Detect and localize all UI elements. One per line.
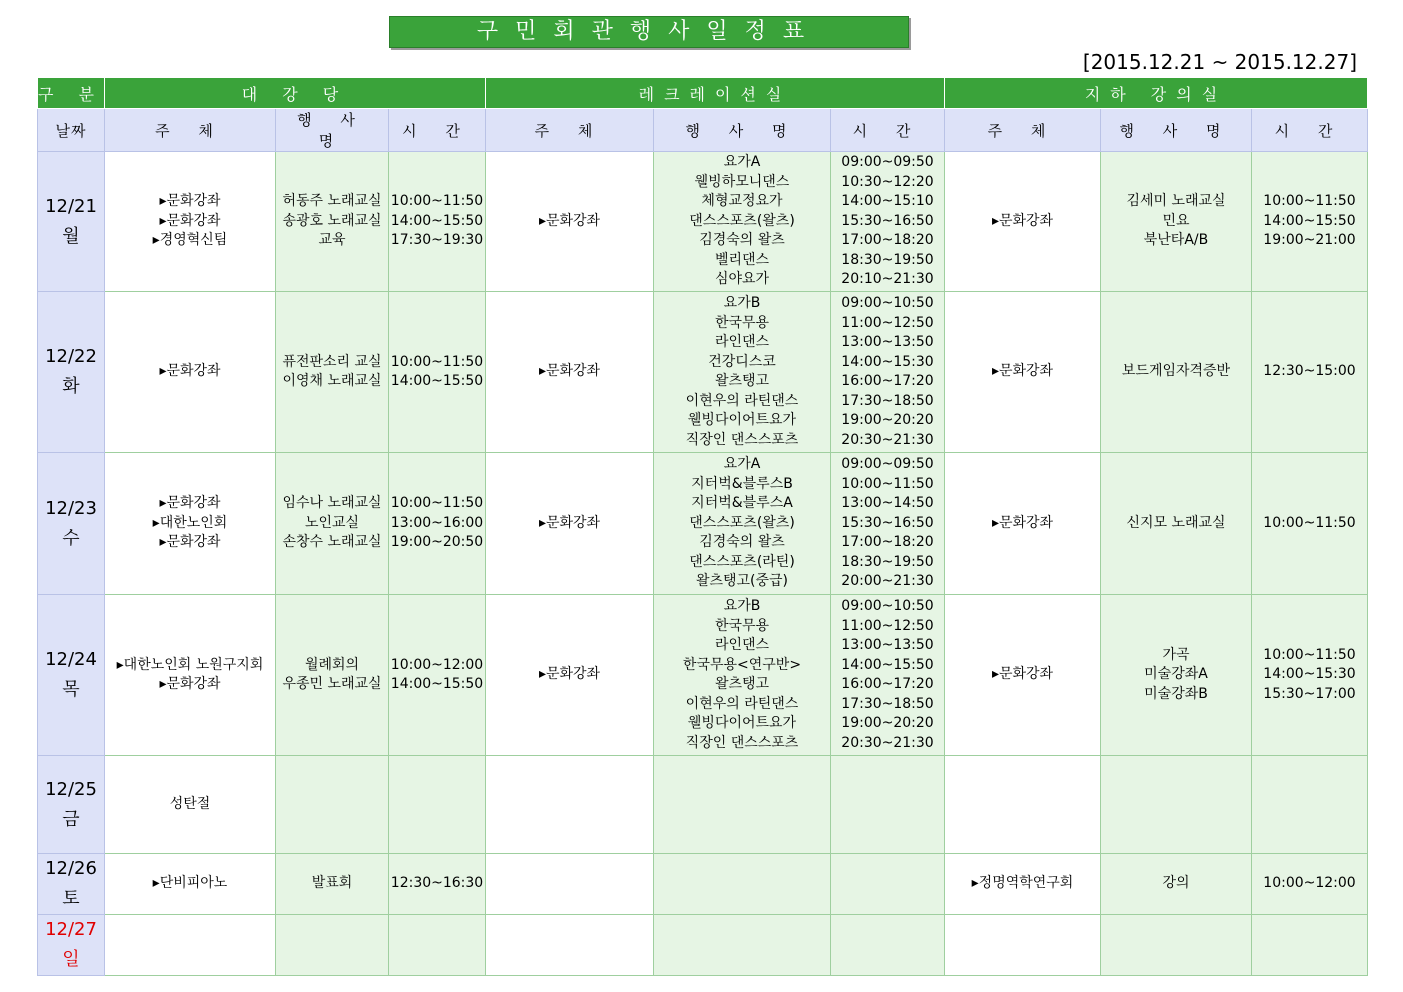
rec-org-cell bbox=[486, 915, 654, 976]
rec-org-cell bbox=[486, 152, 654, 292]
header-time: 시 간 bbox=[1252, 109, 1368, 152]
base-time: 12:30~15:00 bbox=[1263, 363, 1356, 380]
hall-event-cell bbox=[276, 453, 389, 595]
date-cell bbox=[38, 915, 105, 976]
rec-org-cell bbox=[486, 756, 654, 854]
rec-event-cell bbox=[654, 756, 831, 854]
base-time: 10:00~11:50 14:00~15:30 15:30~17:00 bbox=[1263, 646, 1356, 702]
hall-event: 임수나 노래교실 노인교실 손창수 노래교실 bbox=[282, 495, 382, 551]
header-date: 날짜 bbox=[38, 109, 105, 152]
header-recreation-room: 레크레이션실 bbox=[486, 78, 945, 109]
date-label: 12/24 bbox=[45, 649, 97, 670]
hall-time-cell bbox=[389, 152, 486, 292]
base-time: 10:00~12:00 bbox=[1263, 875, 1356, 892]
rec-org: ▸문화강좌 bbox=[538, 514, 601, 531]
date-cell bbox=[38, 292, 105, 453]
hall-time: 12:30~16:30 bbox=[390, 875, 484, 892]
header-row-columns bbox=[38, 109, 1368, 152]
rec-org-cell bbox=[486, 453, 654, 595]
schedule-row bbox=[38, 915, 1368, 976]
date-cell bbox=[38, 595, 105, 756]
date-label: 12/25 bbox=[45, 778, 97, 800]
hall-time: 10:00~12:00 14:00~15:50 bbox=[390, 656, 484, 692]
base-org-cell bbox=[945, 854, 1101, 915]
base-org-cell bbox=[945, 595, 1101, 756]
hall-event-cell bbox=[276, 152, 389, 292]
base-time-cell bbox=[1252, 595, 1368, 756]
day-of-week: 금 bbox=[62, 808, 80, 830]
date-label: 12/27 bbox=[45, 919, 97, 940]
rec-time-cell bbox=[831, 152, 945, 292]
date-cell bbox=[38, 152, 105, 292]
hall-time: 10:00~11:50 14:00~15:50 17:30~19:30 bbox=[390, 193, 484, 249]
rec-event-cell bbox=[654, 595, 831, 756]
day-of-week: 수 bbox=[62, 527, 80, 549]
base-org: ▸문화강좌 bbox=[991, 212, 1054, 229]
base-time-cell bbox=[1252, 915, 1368, 976]
base-time-cell bbox=[1252, 152, 1368, 292]
rec-event: 요가A 웰빙하모니댄스 체형교정요가 댄스스포츠(왈츠) 김경숙의 왈츠 벨리댄스 심야요가 bbox=[689, 154, 795, 288]
hall-event: 발표회 bbox=[311, 875, 353, 892]
hall-time-cell bbox=[389, 756, 486, 854]
base-time-cell bbox=[1252, 453, 1368, 595]
hall-event-cell bbox=[276, 292, 389, 453]
rec-event: 요가B 한국무용 라인댄스 건강디스코 왈츠탱고 이현우의 라틴댄스 웰빙다이어트요가 직장인 댄스스포츠 bbox=[685, 295, 799, 448]
schedule-row bbox=[38, 854, 1368, 915]
hall-event-cell bbox=[276, 854, 389, 915]
date-label: 12/22 bbox=[45, 346, 97, 367]
rec-time-cell bbox=[831, 756, 945, 854]
rec-org-cell bbox=[486, 595, 654, 756]
date-label: 12/23 bbox=[45, 497, 97, 519]
rec-event-cell bbox=[654, 854, 831, 915]
schedule-row bbox=[38, 756, 1368, 854]
rec-org: ▸문화강좌 bbox=[538, 666, 601, 683]
hall-org: ▸문화강좌 bbox=[159, 363, 221, 380]
base-event: 강의 bbox=[1162, 875, 1190, 892]
base-time-cell bbox=[1252, 756, 1368, 854]
rec-org: ▸문화강좌 bbox=[538, 363, 601, 380]
rec-org: ▸문화강좌 bbox=[538, 212, 601, 229]
hall-event: 퓨전판소리 교실 이영채 노래교실 bbox=[282, 353, 382, 389]
header-organizer: 주 체 bbox=[486, 109, 654, 152]
base-event-cell bbox=[1101, 756, 1252, 854]
rec-time: 09:00~10:50 11:00~12:50 13:00~13:50 14:00~15:30 16:00~17:20 17:30~18:50 19:00~20:20 20:30~21:30 bbox=[841, 295, 934, 448]
base-event-cell bbox=[1101, 854, 1252, 915]
base-event-cell bbox=[1101, 152, 1252, 292]
hall-org-cell bbox=[105, 854, 276, 915]
schedule-row bbox=[38, 453, 1368, 595]
rec-event: 요가B 한국무용 라인댄스 한국무용<연구반> 왈츠탱고 이현우의 라틴댄스 웰빙다이어트요가 직장인 댄스스포츠 bbox=[682, 598, 802, 751]
base-org-cell bbox=[945, 292, 1101, 453]
schedule-table bbox=[37, 77, 1368, 976]
header-event-name: 행 사 명 bbox=[1101, 109, 1252, 152]
base-event: 보드게임자격증반 bbox=[1121, 363, 1231, 380]
rec-time: 09:00~10:50 11:00~12:50 13:00~13:50 14:00~15:50 16:00~17:20 17:30~18:50 19:00~20:20 20:30~21:30 bbox=[841, 598, 934, 751]
rec-event-cell bbox=[654, 915, 831, 976]
base-org-cell bbox=[945, 453, 1101, 595]
rec-time-cell bbox=[831, 915, 945, 976]
day-of-week: 토 bbox=[62, 888, 80, 909]
hall-org-cell bbox=[105, 292, 276, 453]
base-event: 김세미 노래교실 민요 북난타A/B bbox=[1126, 193, 1226, 249]
rec-time-cell bbox=[831, 595, 945, 756]
day-of-week: 목 bbox=[62, 679, 80, 700]
rec-event-cell bbox=[654, 292, 831, 453]
hall-event: 허동주 노래교실 송광호 노래교실 교육 bbox=[282, 193, 382, 249]
hall-org-cell bbox=[105, 152, 276, 292]
header-basement-lecture-room: 지하 강의실 bbox=[945, 78, 1368, 109]
base-time-cell bbox=[1252, 292, 1368, 453]
hall-time: 10:00~11:50 13:00~16:00 19:00~20:50 bbox=[390, 495, 484, 551]
hall-event: 월례회의 우종민 노래교실 bbox=[282, 656, 382, 692]
day-of-week: 일 bbox=[62, 949, 80, 970]
rec-event-cell bbox=[654, 152, 831, 292]
hall-org: ▸문화강좌 ▸대한노인회 ▸문화강좌 bbox=[152, 495, 228, 551]
base-time: 10:00~11:50 bbox=[1263, 514, 1356, 531]
hall-event-cell bbox=[276, 595, 389, 756]
schedule-row bbox=[38, 595, 1368, 756]
hall-org: 성탄절 bbox=[169, 795, 211, 812]
hall-time-cell bbox=[389, 915, 486, 976]
hall-org-cell bbox=[105, 595, 276, 756]
day-of-week: 화 bbox=[62, 376, 80, 397]
rec-event-cell bbox=[654, 453, 831, 595]
hall-event-cell bbox=[276, 915, 389, 976]
date-cell bbox=[38, 756, 105, 854]
base-time: 10:00~11:50 14:00~15:50 19:00~21:00 bbox=[1263, 193, 1356, 249]
header-organizer: 주 체 bbox=[105, 109, 276, 152]
rec-event: 요가A 지터벅&블루스B 지터벅&블루스A 댄스스포츠(왈츠) 김경숙의 왈츠 댄스스포츠(라틴) 왈츠탱고(중급) bbox=[689, 456, 795, 590]
hall-org: ▸대한노인회 노원구지회 ▸문화강좌 bbox=[116, 656, 264, 692]
schedule-row bbox=[38, 292, 1368, 453]
day-of-week: 월 bbox=[62, 225, 80, 247]
base-org: ▸정명역학연구회 bbox=[971, 875, 1074, 892]
rec-time-cell bbox=[831, 854, 945, 915]
rec-time-cell bbox=[831, 453, 945, 595]
rec-org-cell bbox=[486, 292, 654, 453]
base-event: 신지모 노래교실 bbox=[1126, 514, 1226, 531]
date-label: 12/21 bbox=[45, 195, 97, 217]
hall-event-cell bbox=[276, 756, 389, 854]
base-time-cell bbox=[1252, 854, 1368, 915]
base-org: ▸문화강좌 bbox=[991, 363, 1054, 380]
date-cell bbox=[38, 453, 105, 595]
hall-org: ▸단비피아노 bbox=[152, 875, 228, 892]
rec-time-cell bbox=[831, 292, 945, 453]
date-range: [2015.12.21 ~ 2015.12.27] bbox=[1082, 50, 1357, 74]
base-event-cell bbox=[1101, 453, 1252, 595]
hall-time-cell bbox=[389, 854, 486, 915]
base-org: ▸문화강좌 bbox=[991, 666, 1054, 683]
header-time: 시 간 bbox=[389, 109, 486, 152]
hall-org-cell bbox=[105, 756, 276, 854]
base-org-cell bbox=[945, 756, 1101, 854]
hall-time-cell bbox=[389, 453, 486, 595]
hall-org: ▸문화강좌 ▸문화강좌 ▸경영혁신팀 bbox=[152, 193, 228, 249]
page-title: 구민회관행사일정표 bbox=[389, 16, 909, 48]
date-cell bbox=[38, 854, 105, 915]
rec-time: 09:00~09:50 10:30~12:20 14:00~15:10 15:30~16:50 17:00~18:20 18:30~19:50 20:10~21:30 bbox=[841, 154, 934, 288]
base-event-cell bbox=[1101, 915, 1252, 976]
header-event-name: 행 사 명 bbox=[276, 109, 389, 152]
rec-time: 09:00~09:50 10:00~11:50 13:00~14:50 15:30~16:50 17:00~18:20 18:30~19:50 20:00~21:30 bbox=[841, 456, 934, 590]
hall-time: 10:00~11:50 14:00~15:50 bbox=[390, 353, 484, 389]
base-event-cell bbox=[1101, 595, 1252, 756]
header-organizer: 주 체 bbox=[945, 109, 1101, 152]
base-event: 가곡 미술강좌A 미술강좌B bbox=[1144, 646, 1208, 702]
hall-org-cell bbox=[105, 915, 276, 976]
header-main-hall: 대 강 당 bbox=[105, 78, 486, 109]
hall-time-cell bbox=[389, 292, 486, 453]
schedule-row bbox=[38, 152, 1368, 292]
header-category: 구 분 bbox=[38, 78, 105, 109]
base-org-cell bbox=[945, 915, 1101, 976]
hall-org-cell bbox=[105, 453, 276, 595]
rec-org-cell bbox=[486, 854, 654, 915]
base-org-cell bbox=[945, 152, 1101, 292]
base-org: ▸문화강좌 bbox=[991, 514, 1054, 531]
hall-time-cell bbox=[389, 595, 486, 756]
header-row-venues bbox=[38, 78, 1368, 109]
date-label: 12/26 bbox=[45, 858, 97, 879]
header-time: 시 간 bbox=[831, 109, 945, 152]
base-event-cell bbox=[1101, 292, 1252, 453]
header-event-name: 행 사 명 bbox=[654, 109, 831, 152]
